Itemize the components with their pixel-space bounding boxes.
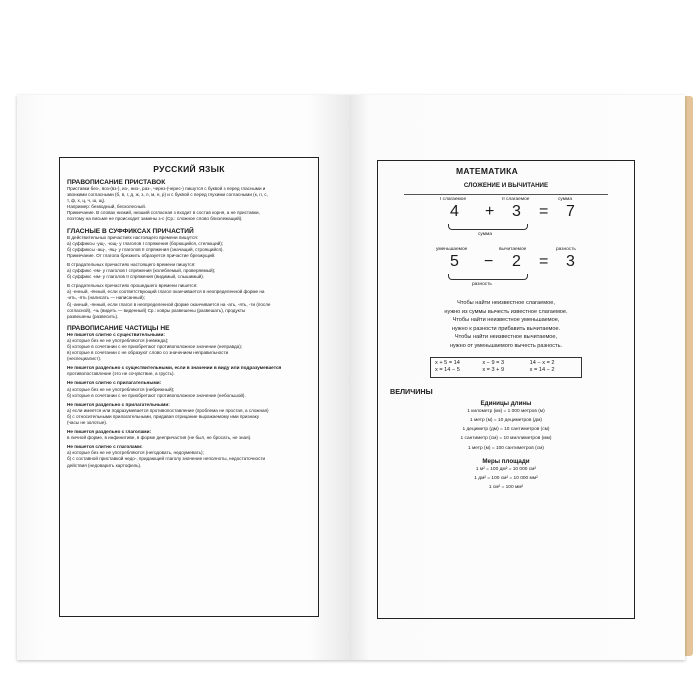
- example-cell: x = 14 − 5: [435, 367, 460, 374]
- text-line: (неспециалист).: [67, 356, 102, 362]
- area-line: 1 см² = 100 мм²: [488, 485, 524, 491]
- example-cell: 14 − x = 2: [529, 359, 555, 366]
- text-line: звонкими согласными (б, в, г, д, ж, з, л, м, н, р) и с буквой с перед глухими согласными (к, п, с,: [67, 192, 268, 198]
- open-book: [17, 95, 685, 660]
- area-title: Меры площади: [482, 457, 530, 465]
- text-line: а) суффиксы -ущ-, -ющ- у глаголов I спряжения (борющийся, стелющий);: [67, 240, 224, 246]
- sum-label: сумма: [558, 197, 573, 202]
- text-line: б) -анный, -янный, если глагол в неопределенной форме оканчивается на -ать, -ять, -ти (после: [67, 301, 271, 307]
- minuend-label: уменьшаемое: [436, 247, 468, 252]
- math-rules: [386, 299, 626, 351]
- text-line: т, ф, х, ц, ч, ш, щ).: [67, 198, 106, 204]
- text-line: Например: безводный, бесколесный.: [67, 204, 147, 210]
- math-frame: [377, 160, 635, 619]
- subtraction-minus: −: [484, 253, 494, 270]
- section-heading: ПРАВОПИСАНИЕ ЧАСТИЦЫ НЕ: [67, 324, 170, 332]
- addsub-subtitle: СЛОЖЕНИЕ И ВЫЧИТАНИЕ: [463, 182, 549, 189]
- text-line: Примечание. От глагола брезжить образуется причастие брезжущий.: [67, 252, 216, 258]
- text-line: б) с составной приставкой недо-, придающей глаголу значение неполноты, недостаточности: [67, 456, 266, 462]
- quantities-title: ВЕЛИЧИНЫ: [390, 386, 433, 396]
- length-line: 1 метр (м) = 10 дециметров (дм): [469, 417, 543, 423]
- addition-operand-2: 3: [512, 203, 521, 220]
- text-line: Не пишется раздельно с прилагательными:: [67, 401, 170, 407]
- text-line: (часы не золотые).: [67, 420, 108, 425]
- text-line: а) которые без не не употребляются (негодовать, недоумевать);: [67, 450, 204, 456]
- text-line: В действительных причастиях настоящего времени пишутся:: [67, 234, 199, 240]
- text-line: а) которые без не не употребляются (невежда);: [67, 337, 169, 343]
- text-line: согласной), -чь (видеть — виденный) Ср.: ковры развешены (развешать), продукты: [67, 307, 246, 313]
- text-line: Примечание. В словах низкий, низший согласная з входит в состав корня, а не приставки,: [67, 210, 260, 216]
- text-line: В страдательных причастиях прошедшего времени пишется:: [67, 283, 198, 289]
- subtraction-diagram: [386, 245, 626, 295]
- text-line: Не пишется раздельно с глаголами:: [67, 429, 152, 435]
- addition-brace: [448, 224, 528, 230]
- rule-line: Чтобы найти неизвестное вычитаемое,: [454, 334, 558, 341]
- text-line: б) суффикс -им- у глаголов II спряжения (видимый, слышимый).: [67, 274, 205, 280]
- area-line: 1 дм² = 100 см² = 10 000 мм²: [474, 475, 538, 481]
- text-line: -ить, -ять (налисать — написанный);: [67, 295, 145, 301]
- examples-table: [430, 357, 582, 378]
- addend2-label: II слагаемое: [502, 197, 530, 202]
- text-line: действия (недоварить картофель).: [67, 462, 142, 468]
- math-title: МАТЕМАТИКА: [456, 166, 519, 176]
- text-line: б) которые в сочетании с не приобретают противоположное значение (неправда);: [67, 343, 243, 349]
- text-line: Не пишется раздельно с существительными, если в значении в виду или подразумевается: [67, 365, 282, 371]
- subtraction-result: 3: [566, 253, 575, 270]
- text-line: противопоставление (это не сочувствие, а грусть).: [67, 371, 175, 377]
- addition-diagram: [386, 195, 626, 245]
- length-line: 1 метр (м) = 100 сантиметров (см): [467, 445, 544, 451]
- addition-operand-1: 4: [450, 203, 459, 220]
- subtraction-brace-label: разность: [472, 282, 492, 287]
- left-page: [17, 95, 349, 660]
- right-page: [349, 95, 685, 660]
- subtraction-brace: [448, 274, 528, 280]
- text-line: а) если имеется или подразумевается противопоставление (проблема не простая, а сложная): [67, 407, 269, 413]
- addition-equals: =: [539, 203, 549, 220]
- text-line: Не пишется слитно с существительными:: [67, 331, 165, 337]
- example-cell: x = 3 + 9: [482, 367, 505, 374]
- text-line: поэтому на письме не происходит замены з-с (Ср.: сложное слово близлежащий).: [67, 216, 243, 222]
- difference-label: разность: [556, 247, 576, 252]
- text-line: В страдательных причастиях настоящего времени пишутся:: [67, 261, 196, 267]
- rule-line: Чтобы найти неизвестное уменьшаемое,: [452, 317, 560, 324]
- text-line: а) суффикс -ем- у глаголов I спряжения (колеблемый, проверяемый);: [67, 268, 216, 274]
- text-line: Приставки без-, воз-(вз-), из-, низ-, раз-, через-(черес-) пишутся с буквой з перед гласными и: [67, 186, 266, 191]
- section-heading: ПРАВОПИСАНИЕ ПРИСТАВОК: [67, 179, 166, 186]
- text-line: а) которые без не не употребляются (небрежный);: [67, 386, 175, 392]
- rule-line: нужно из суммы вычесть известное слагаемое.: [444, 308, 568, 315]
- russian-title: РУССКИЙ ЯЗЫК: [153, 164, 225, 174]
- russian-frame: [59, 157, 319, 617]
- rule-line: нужно к разности прибавить вычитаемое.: [451, 325, 561, 332]
- length-units: [386, 407, 626, 453]
- russian-sections: [67, 179, 311, 469]
- text-line: Не пишется слитно с глаголами:: [67, 444, 143, 450]
- addend1-label: I слагаемое: [440, 197, 467, 202]
- text-line: б) с относительными прилагательными, придавая отрицание выражаемому ими признаку: [67, 413, 260, 419]
- addition-result: 7: [566, 203, 575, 220]
- text-line: а) -енный, -ённый, если соответствующий глагол оканчивается в неопределенной форме на: [67, 289, 265, 295]
- text-line: в) которые в сочетании с не образуют слово со значением неправильности: [67, 350, 229, 356]
- addition-plus: +: [485, 203, 495, 220]
- subtraction-equals: =: [539, 253, 549, 270]
- rule-line: нужно от уменьшаемого вычесть разность.: [449, 342, 563, 349]
- text-line: в личной форме, в инфинитиве, в форме деепричастия (не был, не бросать, не зная).: [67, 435, 252, 441]
- subtraction-operand-1: 5: [450, 253, 459, 270]
- length-title: Единицы длины: [480, 399, 532, 407]
- text-line: развешены (развесить).: [67, 313, 119, 319]
- length-line: 1 дециметр (дм) = 10 сантиметров (см): [462, 427, 550, 433]
- area-line: 1 м² = 100 дм² = 10 000 см²: [475, 466, 537, 472]
- example-cell: x = 14 − 2: [529, 367, 555, 374]
- example-cell: x + 5 = 14: [435, 359, 460, 366]
- text-line: б) которые в сочетании с не приобретают противоположное значение (небольшой).: [67, 392, 246, 398]
- length-line: 1 километр (км) = 1 000 метров (м): [467, 408, 545, 414]
- section-heading: ГЛАСНЫЕ В СУФФИКСАХ ПРИЧАСТИЙ: [67, 227, 194, 235]
- length-line: 1 сантиметр (см) = 10 миллиметров (мм): [460, 436, 552, 442]
- text-line: б) суффиксы -ащ-, -ящ- у глаголов II спряжения (значащий, строящийся).: [67, 246, 224, 252]
- rule-line: Чтобы найти неизвестное слагаемое,: [457, 300, 555, 306]
- example-cell: x − 9 = 3: [482, 359, 505, 366]
- area-units: [386, 465, 626, 493]
- subtraction-operand-2: 2: [512, 253, 521, 270]
- addition-brace-label: сумма: [478, 232, 493, 237]
- text-line: Не пишется слитно с прилагательными:: [67, 380, 162, 386]
- subtrahend-label: вычитаемое: [499, 247, 527, 252]
